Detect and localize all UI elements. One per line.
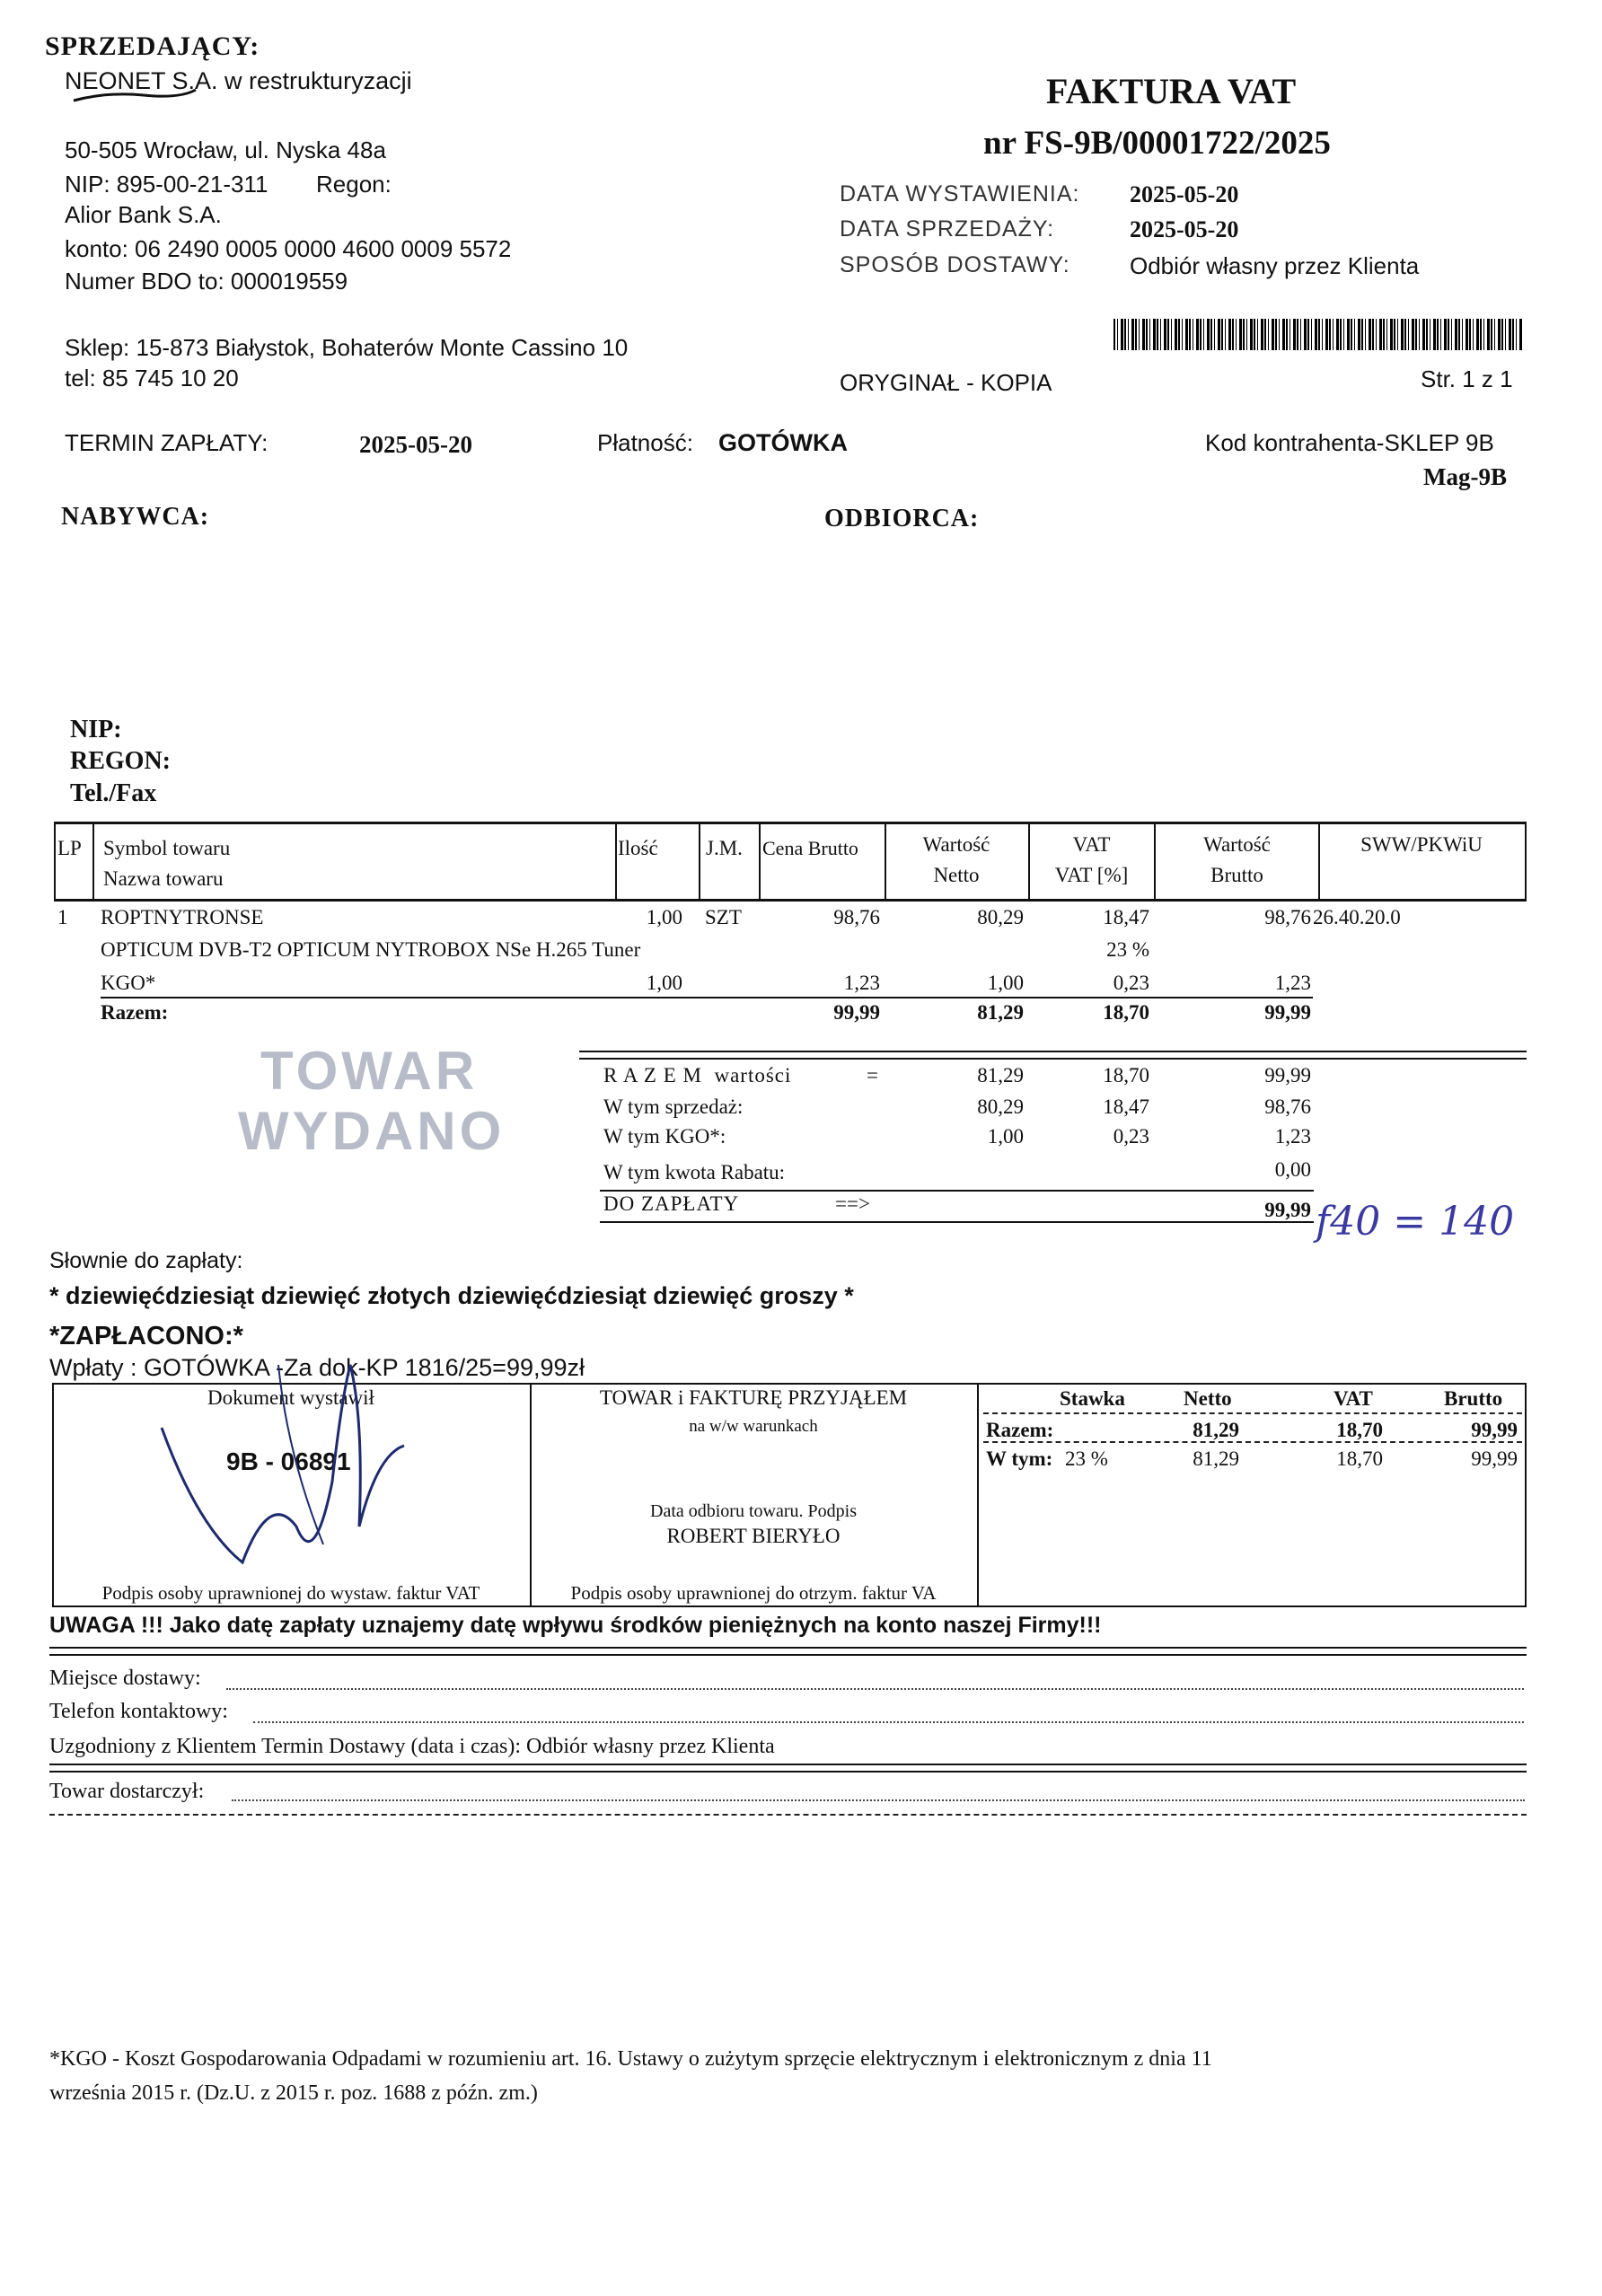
- footnote-line-1: *KGO - Koszt Gospodarowania Odpadami w rozumieniu art. 16. Ustawy o zużytym sprzęcie elektrycznym i elektronicznym z dnia 11: [49, 2047, 1212, 2071]
- delivery-place-label: Miejsce dostawy:: [49, 1667, 201, 1690]
- kgo-vat: 0,23: [1113, 972, 1149, 994]
- payments-line: Wpłaty : GOTÓWKA -Za dok-KP 1816/25=99,99zł: [49, 1354, 585, 1381]
- vat-total-label: Razem:: [986, 1419, 1054, 1441]
- copy-label: ORYGINAŁ - KOPIA: [840, 369, 1052, 396]
- page-number: Str. 1 z 1: [1421, 365, 1513, 392]
- delivery-divider: [49, 1764, 1527, 1765]
- issuer-code: 9B - 06891: [226, 1447, 351, 1475]
- row-symbol: ROPTNYTRONSE: [101, 906, 264, 928]
- col-header-price: Cena Brutto: [762, 837, 858, 859]
- summary-due: 99,99: [1264, 1199, 1311, 1221]
- payment-term-date: 2025-05-20: [359, 431, 472, 458]
- vat-table-divider-2: [983, 1441, 1522, 1443]
- stamp-line-1: TOWAR: [260, 1041, 479, 1101]
- summary-razem-vat: 18,70: [1103, 1064, 1149, 1086]
- vat-header-net: Netto: [1184, 1387, 1232, 1410]
- vat-header-rate: Stawka: [1060, 1387, 1125, 1410]
- sale-date: 2025-05-20: [1130, 216, 1239, 242]
- recipient-heading: ODBIORCA:: [824, 505, 980, 532]
- kgo-qty: 1,00: [646, 972, 682, 994]
- delivery-method: Odbiór własny przez Klienta: [1130, 252, 1420, 279]
- col-header-lp: LP: [57, 837, 82, 859]
- summary-due-underline: [600, 1221, 1314, 1223]
- delivery-agreed: Uzgodniony z Klientem Termin Dostawy (data i czas): Odbiór własny przez Klienta: [49, 1735, 775, 1758]
- vat-in-vat: 18,70: [1336, 1447, 1383, 1470]
- vat-header-vat: VAT: [1334, 1387, 1373, 1410]
- delivery-place-line: [226, 1688, 1524, 1690]
- receiver-sub: na w/w warunkach: [689, 1417, 818, 1436]
- receiver-name: ROBERT BIERYŁO: [666, 1525, 841, 1547]
- summary-razem-gross: 99,99: [1264, 1064, 1311, 1086]
- words-label: Słownie do zapłaty:: [49, 1248, 243, 1273]
- total-net: 81,29: [977, 1001, 1024, 1024]
- paid-label: *ZAPŁACONO:*: [49, 1322, 243, 1350]
- vat-header-gross: Brutto: [1444, 1387, 1503, 1410]
- summary-discount: 0,00: [1274, 1158, 1311, 1181]
- row-lp: 1: [57, 906, 68, 928]
- total-gross: 99,99: [1264, 1001, 1311, 1024]
- buyer-telfax: Tel./Fax: [70, 779, 157, 807]
- notice-divider-2: [49, 1654, 1527, 1656]
- row-price: 98,76: [833, 906, 880, 928]
- col-header-gross-2: Brutto: [1210, 864, 1263, 886]
- total-price: 99,99: [833, 1001, 880, 1024]
- summary-kgo-net: 1,00: [987, 1125, 1024, 1148]
- issuer-signature: [144, 1347, 413, 1589]
- issue-date: 2025-05-20: [1130, 181, 1239, 207]
- delivery-dashed-divider: [49, 1814, 1527, 1816]
- notice-divider: [49, 1647, 1527, 1649]
- col-header-symbol: Symbol towaru: [103, 837, 231, 859]
- notice: UWAGA !!! Jako datę zapłaty uznajemy datę wpływu środków pieniężnych na konto naszej Firmy!!!: [49, 1613, 1102, 1638]
- summary-due-divider: [600, 1190, 1314, 1192]
- handwritten-note: f40 = 140: [1316, 1199, 1515, 1245]
- col-header-vat: VAT: [1072, 833, 1111, 856]
- row-qty: 1,00: [646, 906, 682, 928]
- kgo-gross: 1,23: [1274, 972, 1311, 994]
- delivery-supplied-line: [232, 1799, 1525, 1801]
- payment-term-label: TERMIN ZAPŁATY:: [65, 429, 268, 456]
- barcode: [1113, 319, 1522, 350]
- kgo-net: 1,00: [987, 972, 1024, 994]
- seller-name: NEONET S.A. w restrukturyzacji: [65, 67, 412, 94]
- vat-total-net: 81,29: [1193, 1419, 1239, 1441]
- summary-divider-2: [579, 1058, 1527, 1060]
- row-vat-rate: 23 %: [1106, 938, 1149, 961]
- summary-arrow: ==>: [835, 1192, 870, 1215]
- invoice-number: nr FS-9B/00001722/2025: [983, 125, 1331, 162]
- col-header-vat-2: VAT [%]: [1054, 864, 1129, 886]
- summary-due-label: DO ZAPŁATY: [603, 1192, 740, 1215]
- receiver-footer: Podpis osoby uprawnionej do otrzym. faktur VA: [570, 1582, 937, 1604]
- seller-phone: tel: 85 745 10 20: [65, 365, 239, 391]
- receiver-title: TOWAR i FAKTURĘ PRZYJĄŁEM: [599, 1386, 908, 1409]
- summary-kgo-gross: 1,23: [1274, 1125, 1311, 1148]
- row-gross: 98,76: [1264, 906, 1311, 928]
- col-header-name: Nazwa towaru: [103, 867, 224, 890]
- issuer-footer: Podpis osoby uprawnionej do wystaw. faktur VAT: [101, 1582, 480, 1604]
- vat-total-vat: 18,70: [1336, 1419, 1383, 1441]
- delivery-phone-label: Telefon kontaktowy:: [49, 1700, 228, 1723]
- delivery-supplied-label: Towar dostarczył:: [49, 1780, 205, 1803]
- seller-regon: Regon:: [316, 171, 392, 198]
- invoice-title: FAKTURA VAT: [1046, 71, 1297, 111]
- receiver-date-label: Data odbioru towaru. Podpis: [650, 1501, 857, 1521]
- summary-eq: =: [867, 1064, 878, 1086]
- warehouse: Mag-9B: [1423, 463, 1507, 490]
- seller-heading: SPRZEDAJĄCY:: [45, 31, 260, 61]
- footnote-line-2: września 2015 r. (Dz.U. z 2015 r. poz. 1688 z późn. zm.): [49, 2081, 538, 2105]
- seller-bdo: Numer BDO to: 000019559: [65, 268, 348, 295]
- seller-nip: NIP: 895-00-21-311: [65, 171, 268, 198]
- divider: [101, 997, 1313, 998]
- buyer-regon: REGON:: [70, 747, 171, 775]
- summary-discount-label: W tym kwota Rabatu:: [603, 1161, 786, 1183]
- row-vat: 18,47: [1103, 906, 1149, 928]
- delivery-divider-2: [49, 1771, 1527, 1773]
- total-label: Razem:: [101, 1001, 169, 1024]
- payment-method: GOTÓWKA: [718, 429, 848, 456]
- vat-in-rate: 23 %: [1065, 1447, 1108, 1470]
- row-description: OPTICUM DVB-T2 OPTICUM NYTROBOX NSe H.265 Tuner: [101, 938, 641, 961]
- contractor-code: Kod kontrahenta-SKLEP 9B: [1205, 429, 1494, 456]
- row-unit: SZT: [705, 906, 742, 928]
- summary-sales-gross: 98,76: [1264, 1095, 1311, 1118]
- col-header-unit: J.M.: [706, 837, 743, 859]
- vat-in-label: W tym:: [986, 1447, 1053, 1470]
- payment-method-label: Płatność:: [597, 429, 693, 456]
- summary-divider: [579, 1051, 1527, 1052]
- summary-kgo-label: W tym KGO*:: [603, 1125, 726, 1148]
- buyer-heading: NABYWCA:: [61, 503, 210, 531]
- words-amount: * dziewięćdziesiąt dziewięć złotych dziewięćdziesiąt dziewięć groszy *: [49, 1282, 854, 1309]
- kgo-label: KGO*: [101, 972, 156, 994]
- summary-razem-net: 81,29: [977, 1064, 1024, 1086]
- total-vat: 18,70: [1103, 1001, 1149, 1024]
- vat-in-gross: 99,99: [1471, 1447, 1518, 1470]
- seller-shop: Sklep: 15-873 Białystok, Bohaterów Monte Cassino 10: [65, 334, 629, 361]
- summary-sales-net: 80,29: [977, 1095, 1024, 1118]
- seller-account: konto: 06 2490 0005 0000 4600 0009 5572: [65, 235, 512, 262]
- summary-kgo-vat: 0,23: [1113, 1125, 1149, 1148]
- col-header-gross: Wartość: [1203, 833, 1271, 856]
- buyer-nip: NIP:: [70, 716, 122, 743]
- summary-sales-vat: 18,47: [1103, 1095, 1149, 1118]
- issuer-title: Dokument wystawił: [207, 1386, 374, 1409]
- delivery-method-label: SPOSÓB DOSTAWY:: [840, 252, 1070, 277]
- summary-sales-label: W tym sprzedaż:: [603, 1095, 744, 1118]
- delivery-phone-line: [253, 1721, 1524, 1723]
- seller-bank: Alior Bank S.A.: [65, 201, 222, 228]
- row-net: 80,29: [977, 906, 1024, 928]
- col-header-net-2: Netto: [933, 864, 980, 886]
- sale-date-label: DATA SPRZEDAŻY:: [840, 216, 1055, 242]
- summary-razem-label: R A Z E M wartości: [603, 1064, 792, 1086]
- stamp-line-2: WYDANO: [238, 1101, 506, 1161]
- col-header-qty: Ilość: [618, 837, 658, 859]
- issue-date-label: DATA WYSTAWIENIA:: [840, 181, 1080, 207]
- col-header-pkwiu: SWW/PKWiU: [1360, 833, 1483, 856]
- kgo-price: 1,23: [843, 972, 880, 994]
- seller-address: 50-505 Wrocław, ul. Nyska 48a: [65, 136, 386, 163]
- col-header-net: Wartość: [922, 833, 990, 856]
- vat-in-net: 81,29: [1193, 1447, 1239, 1470]
- vat-total-gross: 99,99: [1471, 1419, 1518, 1441]
- seller-signature-underline: [72, 86, 198, 104]
- vat-table-divider: [983, 1412, 1522, 1414]
- row-pkwiu: 26.40.20.0: [1313, 906, 1401, 928]
